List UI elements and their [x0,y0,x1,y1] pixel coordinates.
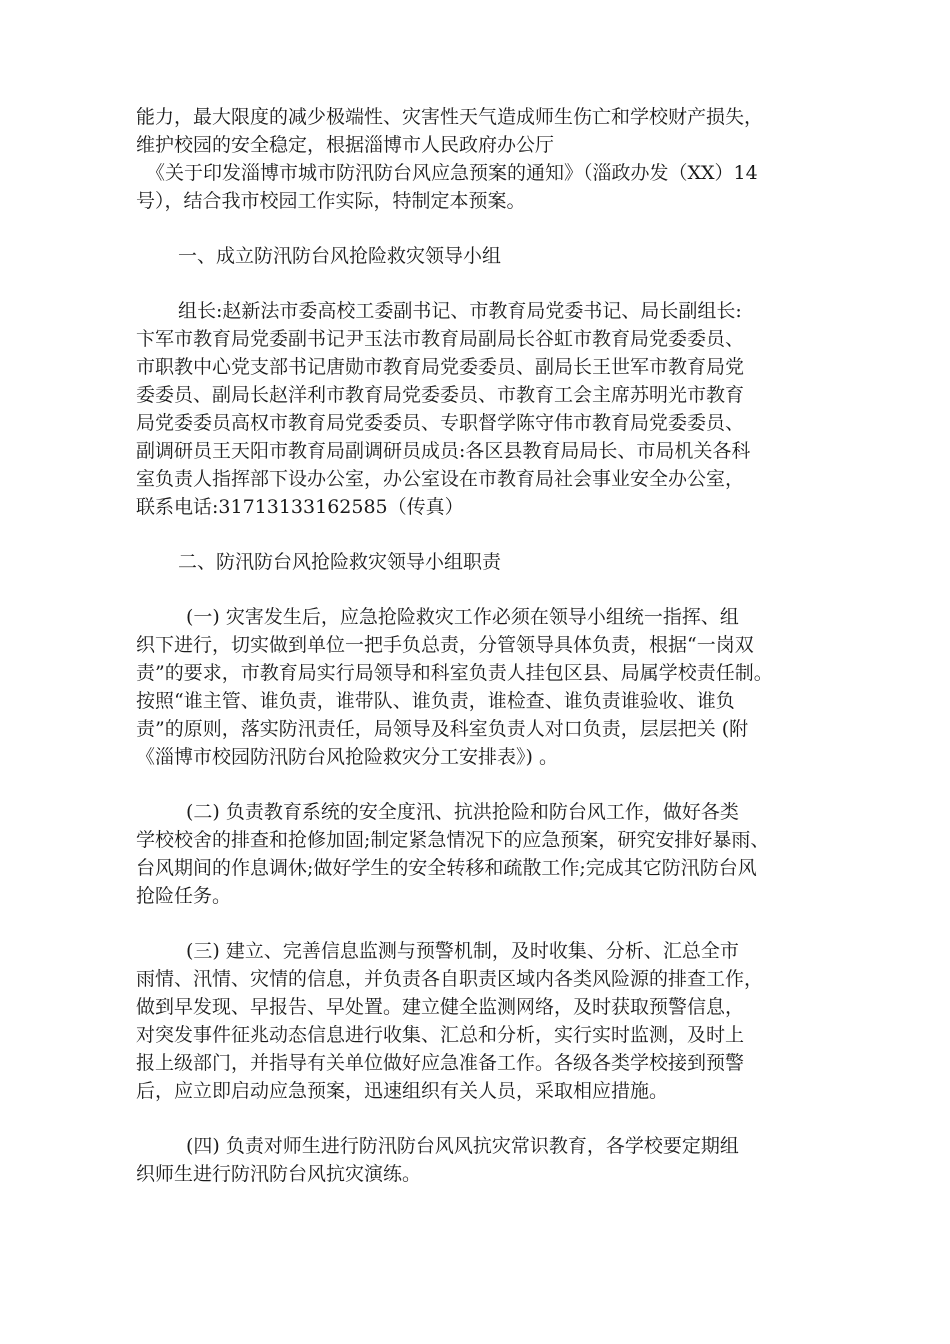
item2-paragraph [136,798,826,910]
section1-line: 组长:赵新法市委高校工委副书记、市教育局党委书记、局长副组长: [178,300,742,322]
section1-line: 委委员、副局长赵洋利市教育局党委委员、市教育工会主席苏明光市教育 [136,384,745,406]
item1-line: 责”的要求，市教育局实行局领导和科室负责人挂包区县、局属学校责任制。 [136,662,773,684]
item1-line: 责”的原则，落实防汛责任，局领导及科室负责人对口负责，层层把关 (附 [136,718,749,740]
section1-heading-paragraph [136,242,826,270]
item2-line: (二) 负责教育系统的安全度汛、抗洪抢险和防台风工作，做好各类 [186,801,739,823]
item3-paragraph [136,937,826,1105]
item2-line: 台风期间的作息调休;做好学生的安全转移和疏散工作;完成其它防汛防台风 [136,857,757,879]
item1-line: 《淄博市校园防汛防台风抢险救灾分工安排表》) 。 [136,746,558,768]
item1-line: 按照“谁主管、谁负责，谁带队、谁负责，谁检查、谁负责谁验收、谁负 [136,690,735,712]
item4-paragraph [136,1132,826,1188]
intro-line: 能力，最大限度的减少极端性、灾害性天气造成师生伤亡和学校财产损失， [136,106,764,128]
item4-line: 织师生进行防汛防台风抗灾演练。 [136,1163,422,1185]
section1-line: 副调研员王天阳市教育局副调研员成员:各区县教育局局长、市局机关各科 [136,440,751,462]
item3-line: 后，应立即启动应急预案，迅速组织有关人员，采取相应措施。 [136,1080,669,1102]
item2-line: 抢险任务。 [136,885,232,907]
item1-paragraph [136,603,826,771]
item1-line: 织下进行，切实做到单位一把手负总责，分管领导具体负责，根据“一岗双 [136,634,754,656]
section1-line: 室负责人指挥部下设办公室，办公室设在市教育局社会事业安全办公室， [136,468,745,490]
item3-line: 做到早发现、早报告、早处置。建立健全监测网络，及时获取预警信息， [136,996,745,1018]
section1-line: 局党委委员高权市教育局党委委员、专职督学陈守伟市教育局党委委员、 [136,412,745,434]
section1-heading: 一、成立防汛防台风抢险救灾领导小组 [178,245,502,267]
section1-line: 联系电话:31713133162585（传真） [136,496,464,518]
item3-line: 雨情、汛情、灾情的信息，并负责各自职责区域内各类风险源的排查工作， [136,968,764,990]
document-body [136,103,826,1215]
item3-line: 报上级部门，并指导有关单位做好应急准备工作。各级各类学校接到预警 [136,1052,745,1074]
section1-line: 卞军市教育局党委副书记尹玉法市教育局副局长谷虹市教育局党委委员、 [136,328,745,350]
section1-line: 市职教中心党支部书记唐勋市教育局党委委员、副局长王世军市教育局党 [136,356,745,378]
section2-heading: 二、防汛防台风抢险救灾领导小组职责 [178,551,502,573]
section1-body-paragraph [136,297,826,521]
item2-line: 学校校舍的排查和抢修加固;制定紧急情况下的应急预案，研究安排好暴雨、 [136,829,770,851]
item4-line: (四) 负责对师生进行防汛防台风风抗灾常识教育，各学校要定期组 [186,1135,739,1157]
section2-heading-paragraph [136,548,826,576]
intro-line: 号），结合我市校园工作实际，特制定本预案。 [136,190,526,212]
item3-line: 对突发事件征兆动态信息进行收集、汇总和分析，实行实时监测，及时上 [136,1024,745,1046]
item1-line: (一) 灾害发生后，应急抢险救灾工作必须在领导小组统一指挥、组 [186,606,739,628]
intro-paragraph [136,103,826,215]
intro-line: 《关于印发淄博市城市防汛防台风应急预案的通知》（淄政办发（XX）14 [146,162,758,184]
intro-line: 维护校园的安全稳定，根据淄博市人民政府办公厅 [136,134,555,156]
item3-line: (三) 建立、完善信息监测与预警机制，及时收集、分析、汇总全市 [186,940,739,962]
